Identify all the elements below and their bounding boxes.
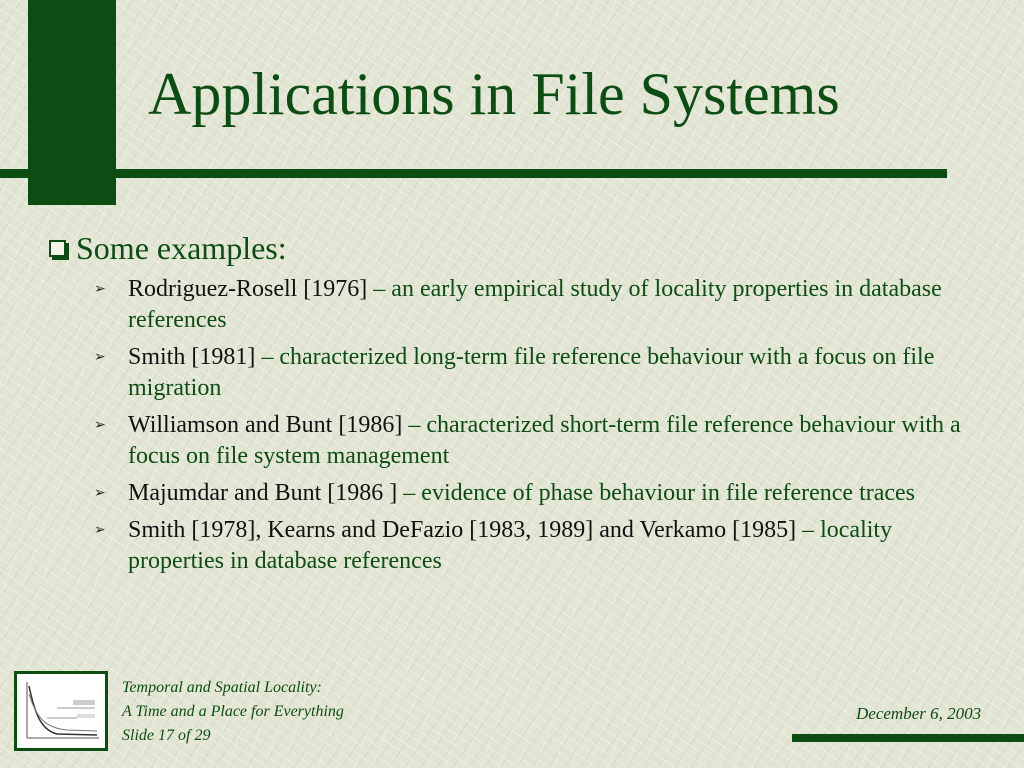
item-description: – characterized long-term file reference behaviour with a focus on file migration: [128, 344, 935, 401]
title-rule: [0, 169, 947, 178]
footer-line-2: A Time and a Place for Everything: [122, 703, 344, 720]
list-item: [46, 515, 976, 577]
footer-line-1: Temporal and Spatial Locality:: [122, 679, 322, 696]
item-reference: Rodriguez-Rosell [1976]: [128, 276, 368, 302]
slide-title: Applications in File Systems: [148, 61, 840, 127]
arrow-bullet-icon: ➢: [94, 350, 106, 365]
slide-content: [46, 226, 976, 583]
item-description: – characterized short-term file reference behaviour with a focus on file system management: [128, 412, 961, 469]
arrow-bullet-icon: ➢: [94, 282, 106, 297]
hollow-square-bullet-icon: [49, 240, 66, 257]
item-reference: Smith [1978], Kearns and DeFazio [1983, 1989] and Verkamo [1985]: [128, 517, 803, 543]
locality-curve-thumbnail-icon: [14, 671, 108, 751]
list-item: [46, 478, 976, 509]
item-reference: Smith [1981]: [128, 344, 262, 370]
arrow-bullet-icon: ➢: [94, 523, 106, 538]
list-item: [46, 410, 976, 472]
item-description: – evidence of phase behaviour in file reference traces: [403, 480, 916, 506]
examples-list: [46, 274, 976, 577]
section-heading-row: [46, 226, 976, 270]
arrow-bullet-icon: ➢: [94, 486, 106, 501]
item-reference: Majumdar and Bunt [1986 ]: [128, 480, 404, 506]
locality-curve-graphic: [17, 674, 105, 748]
item-description: – an early empirical study of locality properties in database references: [128, 276, 942, 333]
footer-date: December 6, 2003: [856, 704, 982, 723]
list-item: [46, 342, 976, 404]
item-description: – locality properties in database references: [128, 517, 893, 574]
footer-rule: [792, 734, 1024, 742]
list-item: [46, 274, 976, 336]
footer-caption: [122, 676, 344, 748]
section-heading: Some examples:: [76, 230, 287, 266]
arrow-bullet-icon: ➢: [94, 418, 106, 433]
item-reference: Williamson and Bunt [1986]: [128, 412, 409, 438]
slide-number: Slide 17 of 29: [122, 727, 211, 744]
